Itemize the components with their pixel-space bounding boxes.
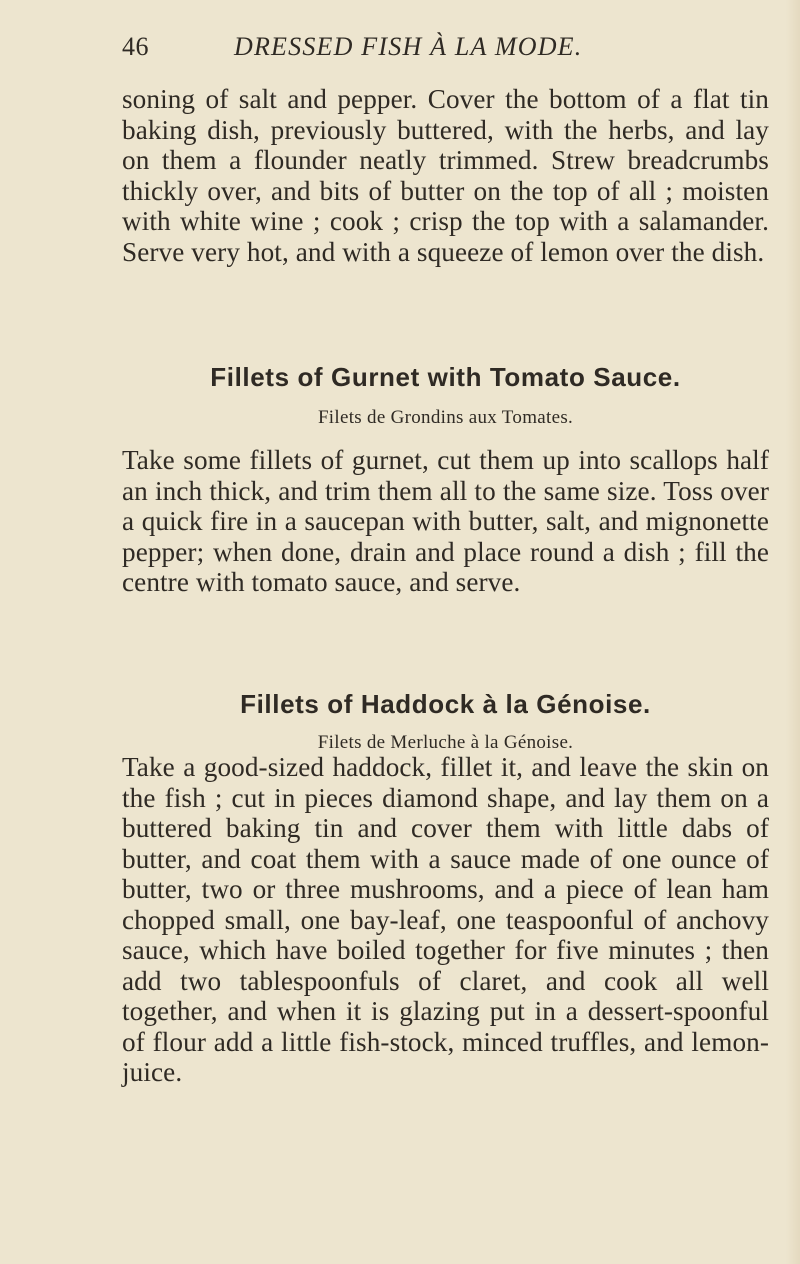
recipe-subtitle-haddock: Filets de Merluche à la Génoise.: [317, 732, 574, 753]
page-edge-shadow: [786, 0, 800, 1264]
running-head: [122, 30, 772, 70]
recipe-subtitle-gurnet: Filets de Grondins aux Tomates.: [317, 407, 574, 428]
page-number: 46: [122, 32, 149, 61]
recipe-title-haddock: Fillets of Haddock à la Génoise.: [240, 689, 651, 719]
running-head-title: DRESSED FISH À LA MODE.: [234, 32, 583, 61]
intro-paragraph: soning of salt and pepper. Cover the bottom of a flat tin baking dish, previously buttered, with the herbs, and lay on them a flounder neatly trimmed. Strew breadcrumbs thickly over, and bits of butter on the top of all ; moisten with white wine ; cook ; crisp the top with a salamander. Serve very hot, and with a squeeze of lemon over the dish.: [122, 84, 769, 267]
recipe-body-haddock: Take a good-sized haddock, fillet it, and leave the skin on the fish ; cut in pieces diamond shape, and lay them on a buttered baking tin and cover them with little dabs of butter, and coat them with a sauce made of one ounce of butter, two or three mushrooms, and a piece of lean ham chopped small, one bay-leaf, one teaspoonful of anchovy sauce, which have boiled together for five minutes ; then add two tablespoonfuls of claret, and cook all well together, and when it is glazing put in a dessert-spoonful of flour add a little fish-stock, minced truffles, and lemon-juice.: [122, 752, 769, 1087]
recipe-body-gurnet: Take some fillets of gurnet, cut them up into scallops half an inch thick, and trim them all to the same size. Toss over a quick fire in a saucepan with butter, salt, and mignonette pepper; when done, drain and place round a dish ; fill the centre with tomato sauce, and serve.: [122, 445, 769, 597]
recipe-title-gurnet: Fillets of Gurnet with Tomato Sauce.: [210, 362, 681, 392]
